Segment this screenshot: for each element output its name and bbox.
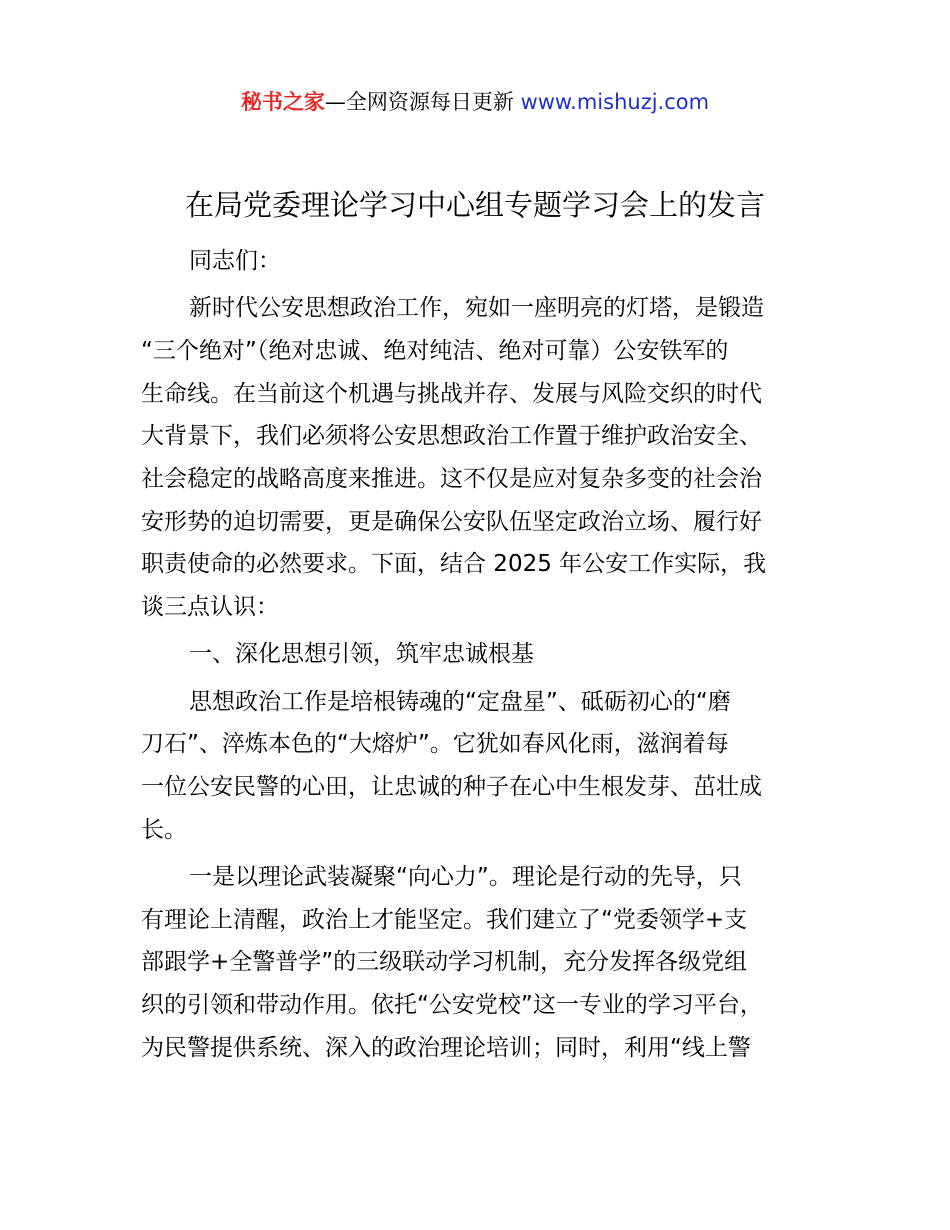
paragraph-line: 有理论上清醒，政治上才能坚定。我们建立了“党委领学+支 — [141, 906, 748, 933]
paragraph — [141, 287, 831, 629]
document-body — [141, 240, 831, 1074]
paragraph-line: 一是以理论武装凝聚“向心力”。理论是行动的先导，只 — [189, 864, 742, 890]
header-tagline: —全网资源每日更新 — [324, 90, 521, 114]
paragraph-line: 织的引领和带动作用。依托“公安党校”这一专业的学习平台， — [141, 992, 763, 1019]
paragraph-line: 生命线。在当前这个机遇与挑战并存、发展与风险交织的时代 — [141, 380, 762, 407]
paragraph-line: 安形势的迫切需要，更是确保公安队伍坚定政治立场、履行好 — [141, 508, 762, 535]
paragraph-line: “三个绝对”（绝对忠诚、绝对纯洁、绝对可靠）公安铁军的 — [141, 337, 729, 364]
paragraph — [141, 633, 831, 676]
brand-name: 秘书之家 — [240, 90, 325, 114]
paragraph-line: 刀石”、淬炼本色的“大熔炉”。它犹如春风化雨，滋润着每 — [141, 731, 729, 758]
paragraph — [141, 856, 831, 1069]
paragraph-line: 同志们： — [189, 248, 281, 274]
paragraph-line: 长。 — [141, 816, 187, 843]
paragraph-line: 新时代公安思想政治工作，宛如一座明亮的灯塔，是锻造 — [189, 295, 764, 322]
paragraph-line: 一位公安民警的心田，让忠诚的种子在心中生根发芽、茁壮成 — [141, 774, 762, 801]
paragraph-line: 社会稳定的战略高度来推进。这不仅是应对复杂多变的社会治 — [141, 466, 762, 493]
document-title: 在局党委理论学习中心组专题学习会上的发言 — [184, 188, 765, 222]
paragraph-line: 大背景下，我们必须将公安思想政治工作置于维护政治安全、 — [141, 423, 762, 450]
paragraph-line: 一、深化思想引领，筑牢忠诚根基 — [189, 641, 534, 668]
paragraph-line: 部跟学+全警普学”的三级联动学习机制，充分发挥各级党组 — [141, 949, 748, 976]
site-header — [0, 88, 950, 116]
paragraph-line: 职责使命的必然要求。下面，结合 2025 年公安工作实际，我 — [141, 551, 767, 578]
paragraph-line: 思想政治工作是培根铸魂的“定盘星”、砥砺初心的“磨 — [189, 688, 731, 715]
paragraph-line: 为民警提供系统、深入的政治理论培训；同时，利用“线上警 — [141, 1034, 751, 1061]
paragraph — [141, 240, 831, 283]
paragraph-line: 谈三点认识： — [141, 594, 279, 621]
site-url-link[interactable]: www.mishuzj.com — [520, 90, 710, 114]
paragraph — [141, 681, 831, 852]
